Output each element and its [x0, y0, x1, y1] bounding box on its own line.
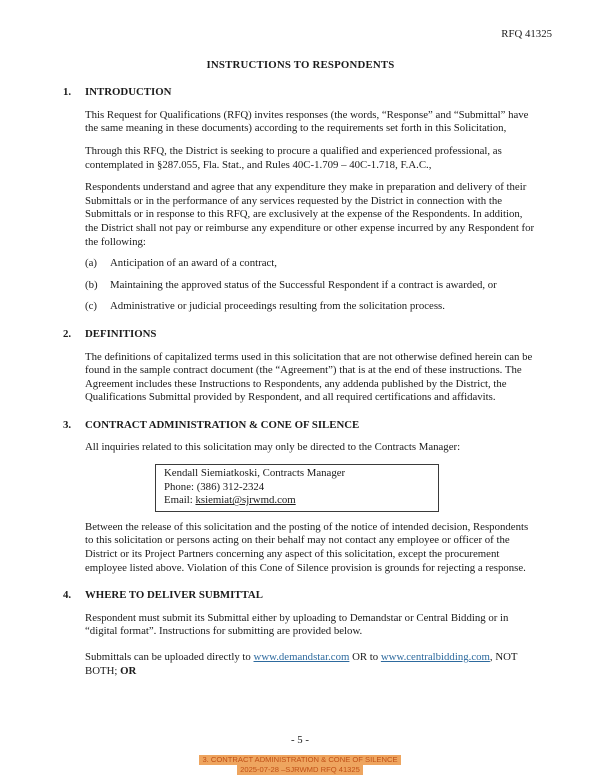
paragraph	[85, 651, 538, 678]
demandstar-link[interactable]: www.demandstar.com	[253, 651, 350, 663]
paragraph: All inquiries related to this solicitation may only be directed to the Contracts Manager:	[85, 441, 461, 454]
list-item-label: (c)	[85, 300, 97, 313]
paragraph: Between the release of this solicitation and the posting of the notice of intended decision, Respondents to this solicitation or persons acting on their behalf may not contact any employee or officer of the District or its Project Partners concerning any aspect of this solicitation, except the procurement employee listed above. Violation of this Cone of Silence provision is grounds for rejecting a response.	[85, 520, 529, 574]
paragraph: Through this RFQ, the District is seeking to procure a qualified and experienced professional, as contemplated in §287.055, Fla. Stat., and Rules 40C-1.709 – 40C-1.718, F.A.C.,	[85, 144, 502, 171]
paragraph-text: OR to	[349, 651, 381, 663]
paragraph-text: Submittals can be uploaded directly to	[85, 651, 254, 663]
section-number: 3.	[63, 418, 72, 431]
paragraph: Respondents understand and agree that any expenditure they make in preparation and delivery of their Submittals or in the performance of any services requested by the District in connection with the Submittals or in response to this RFQ, are exclusively at the expense of the Respondents. In addition, the District shall not pay or reimburse any expenditure or other expense incurred by any Respondent for the following:	[85, 181, 535, 248]
doc-reference: RFQ 41325	[501, 28, 552, 40]
list-item-text: Administrative or judicial proceedings resulting from the solicitation process.	[110, 300, 445, 313]
list-item-text: Anticipation of an award of a contract,	[110, 257, 277, 270]
section-contract-administration	[63, 419, 538, 575]
section-number: 4.	[63, 589, 72, 602]
page-title: INSTRUCTIONS TO RESPONDENTS	[206, 58, 395, 71]
email-link[interactable]: ksiemiat@sjrwmd.com	[195, 494, 296, 507]
list-item	[85, 300, 538, 314]
section-heading: DEFINITIONS	[85, 327, 157, 340]
list-item	[85, 257, 538, 271]
paragraph: The definitions of capitalized terms used in this solicitation that are not otherwise defined herein can be found in the sample contract document (the “Agreement”) that is at the end of these instructions. The Agreement includes these Instructions to Respondents, any addenda published by the District, the Qualifications Submittal provided by Respondent, and all required certifications and affidavits.	[85, 350, 533, 404]
contact-phone: Phone: (386) 312-2324	[164, 480, 265, 493]
centralbidding-link[interactable]: www.centralbidding.com	[380, 651, 490, 663]
section-introduction	[63, 86, 538, 314]
section-definitions	[63, 328, 538, 405]
lettered-list	[85, 257, 538, 314]
contact-email-line	[164, 494, 430, 508]
annotation-line-2: 2025-07-28 –SJRWMD RFQ 41325	[237, 765, 363, 775]
paragraph: This Request for Qualifications (RFQ) invites responses (the words, “Response” and “Submittal” have the same meaning in these documents) according to the requirements set forth in this Solicitation,	[85, 108, 529, 135]
list-item-text: Maintaining the approved status of the Successful Respondent if a contract is awarded, or	[110, 278, 497, 291]
contact-name: Kendall Siemiatkoski, Contracts Manager	[164, 467, 346, 480]
section-where-to-deliver	[63, 589, 538, 678]
bold-or-text: OR	[120, 664, 137, 677]
section-number: 2.	[63, 327, 72, 340]
section-heading: INTRODUCTION	[85, 86, 172, 99]
section-heading: CONTRACT ADMINISTRATION & CONE OF SILENCE	[85, 418, 360, 431]
paragraph: Respondent must submit its Submittal either by uploading to Demandstar or Central Bidding or in “digital format”. Instructions for submitting are provided below.	[85, 611, 509, 638]
section-heading: WHERE TO DELIVER SUBMITTAL	[85, 589, 263, 602]
footer-annotation	[0, 755, 600, 775]
list-item-label: (a)	[85, 257, 97, 270]
paragraph-text: , NOT BOTH;	[85, 651, 518, 677]
list-item-label: (b)	[85, 278, 98, 291]
page-number: - 5 -	[291, 734, 309, 747]
section-number: 1.	[63, 86, 72, 99]
email-label: Email:	[164, 494, 196, 507]
list-item	[85, 279, 538, 293]
contact-info-box	[155, 464, 439, 512]
annotation-line-1: 3. CONTRACT ADMINISTRATION & CONE OF SILENCE	[199, 755, 400, 765]
